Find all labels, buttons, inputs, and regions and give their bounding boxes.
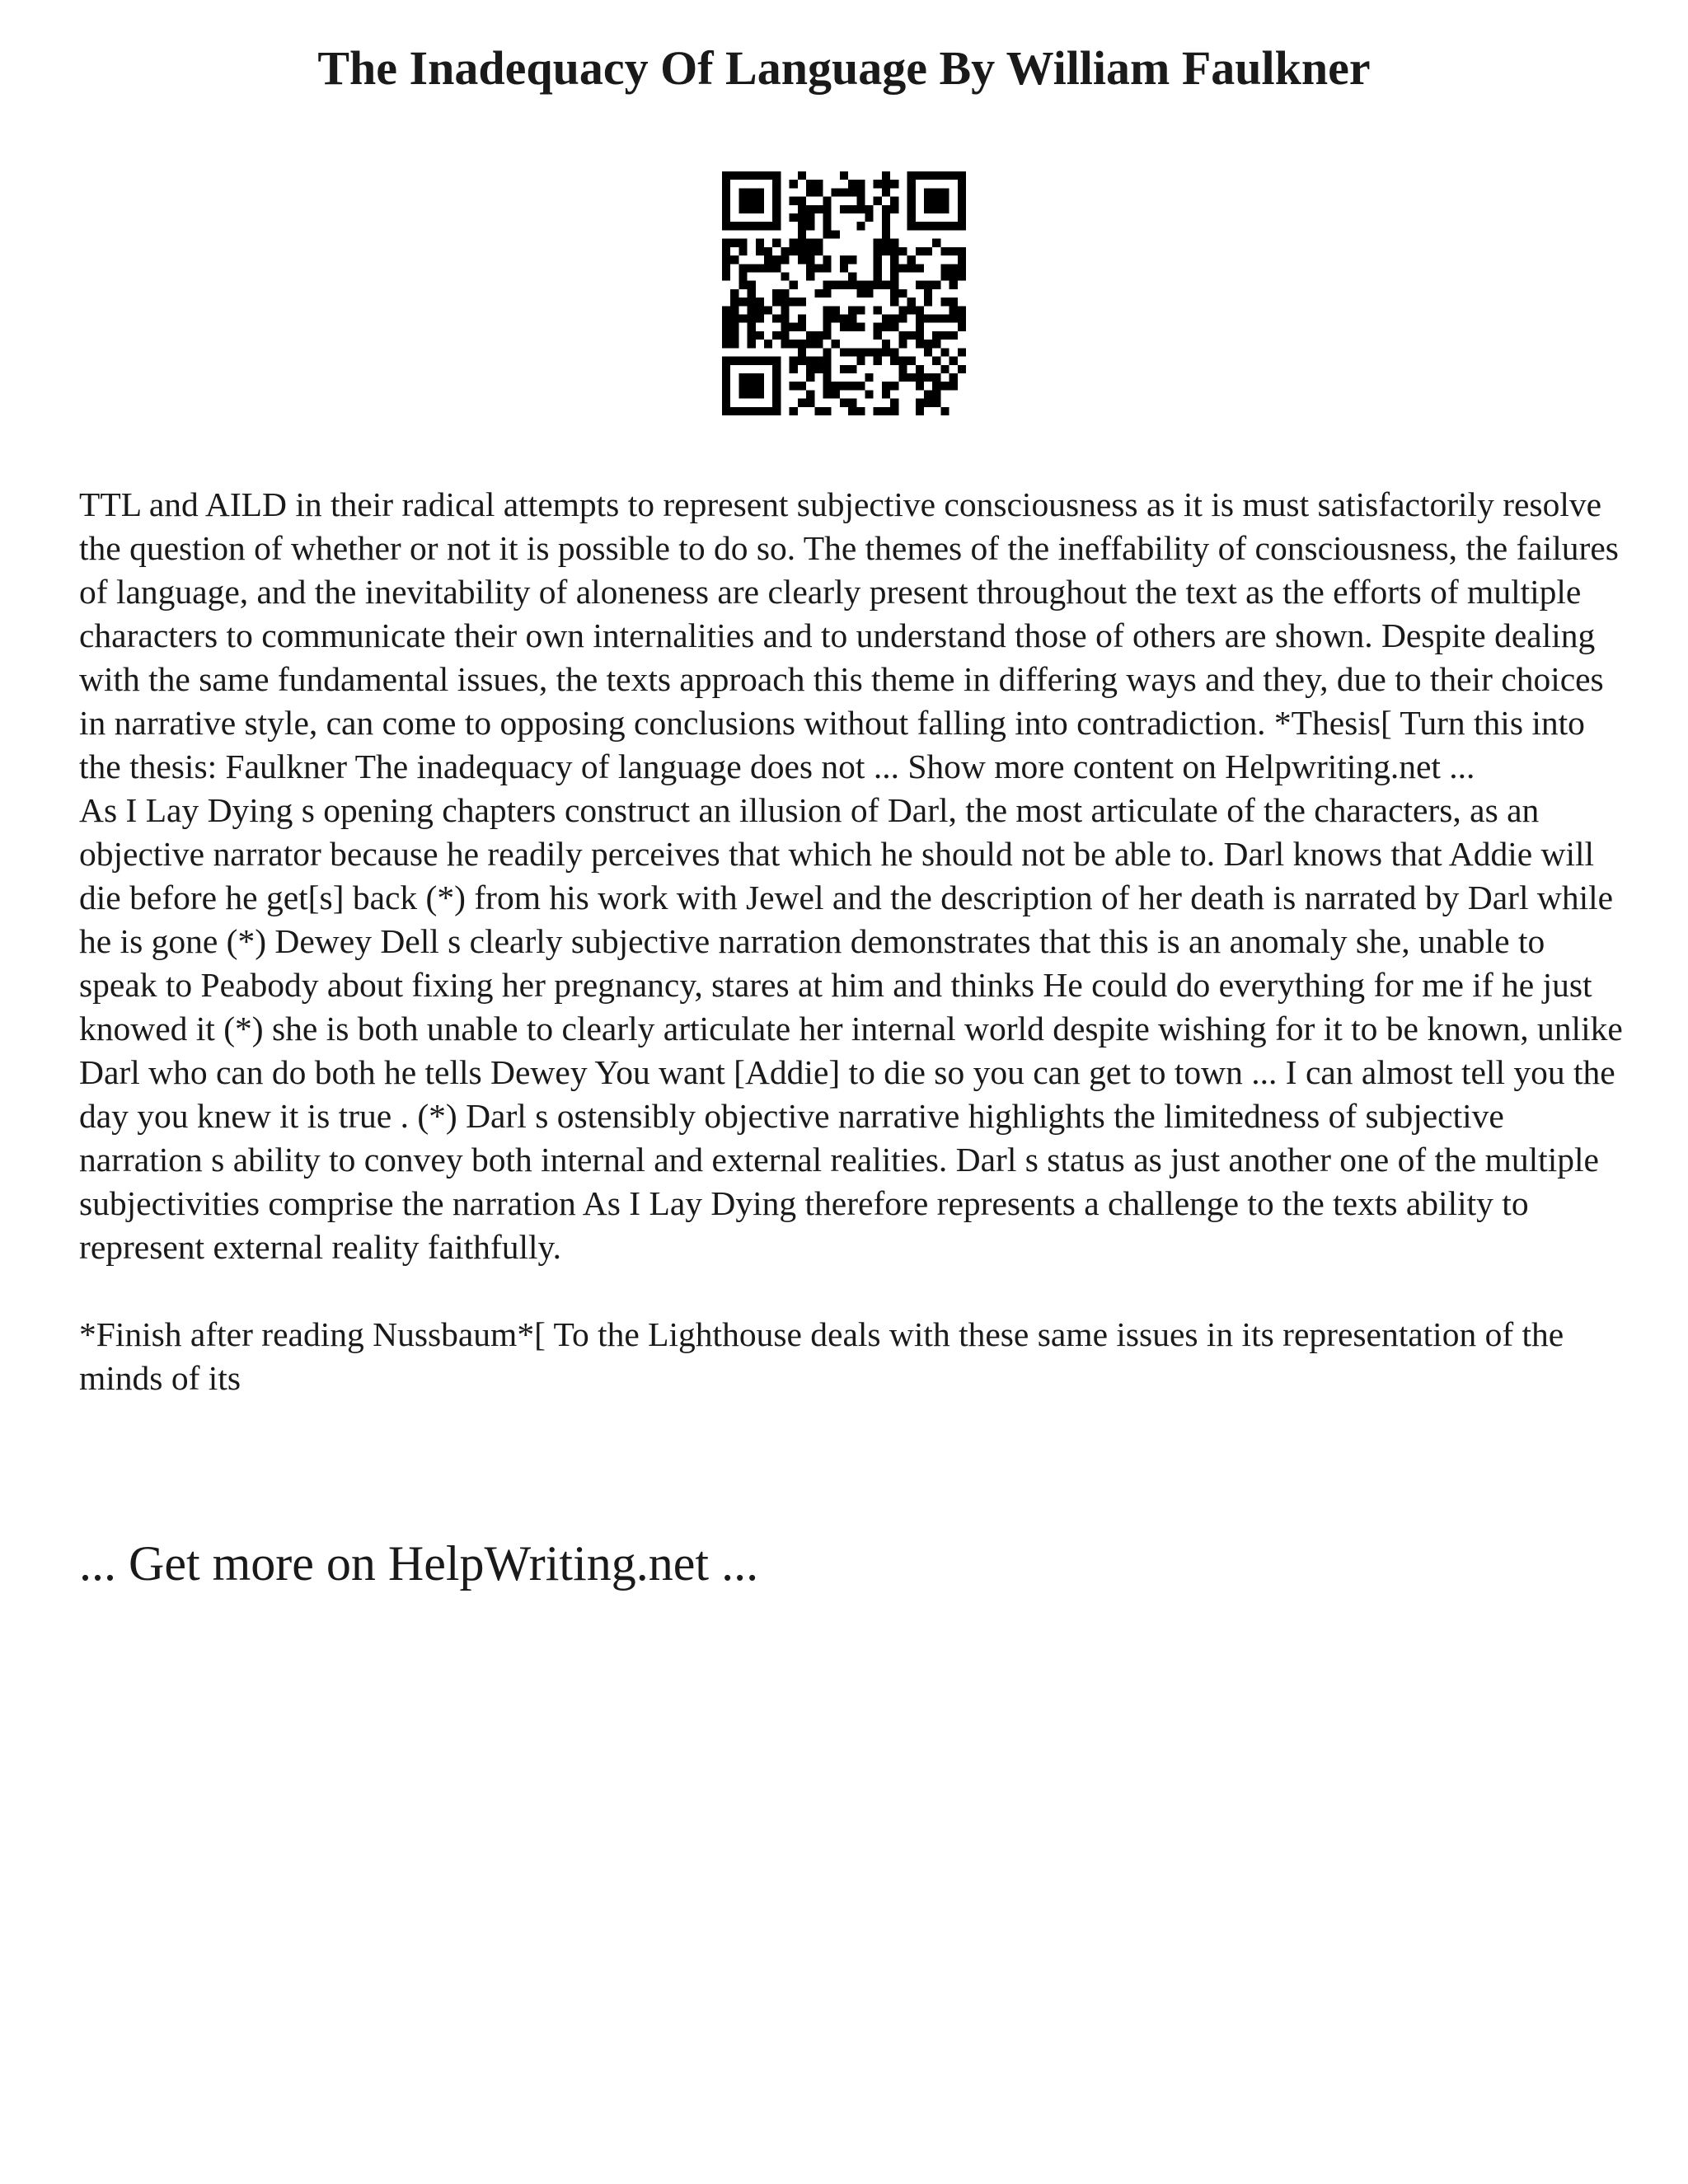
article-body — [79, 483, 1629, 1400]
qr-code-icon[interactable] — [722, 171, 966, 415]
paragraph-2: As I Lay Dying s opening chapters construct an illusion of Darl, the most articulate of the characters, as an objective narrator because he readily perceives that which he should not be able to. Darl knows that Addie will die before he get[s] back (*) from his work with Jewel and the description of her death is narrated by Darl while he is gone (*) Dewey Dell s clearly subjective narration demonstrates that this is an anomaly she, unable to speak to Peabody about fixing her pregnancy, stares at him and thinks He could do everything for me if he just knowed it (*) she is both unable to clearly articulate her internal world despite wishing for it to be known, unlike Darl who can do both he tells Dewey You want [Addie] to die so you can get to town ... I can almost tell you the day you knew it is true . (*) Darl s ostensibly objective narrative highlights the limitedness of subjective narration s ability to convey both internal and external realities. Darl s status as just another one of the multiple subjectivities comprise the narration As I Lay Dying therefore represents a challenge to the texts ability to represent external reality faithfully. — [79, 791, 1623, 1266]
qr-code-graphic — [722, 171, 966, 415]
page-title: The Inadequacy Of Language By William Faulkner — [317, 41, 1371, 95]
paragraph-3: *Finish after reading Nussbaum*[ To the Lighthouse deals with these same issues in its representation of the minds of its — [79, 1315, 1564, 1397]
paragraph-1: TTL and AILD in their radical attempts to represent subjective consciousness as it is must satisfactorily resolve the question of whether or not it is possible to do so. The themes of the ineffability of consciousness, the failures of language, and the inevitability of aloneness are clearly present throughout the text as the efforts of multiple characters to communicate their own internalities and to understand those of others are shown. Despite dealing with the same fundamental issues, the texts approach this theme in differing ways and they, due to their choices in narrative style, can come to opposing conclusions without falling into contradiction. *Thesis[ Turn this into the thesis: Faulkner The inadequacy of language does not ... Show more content on Helpwriting.net ... — [79, 485, 1619, 785]
get-more-link[interactable]: ... Get more on HelpWriting.net ... — [79, 1536, 759, 1591]
